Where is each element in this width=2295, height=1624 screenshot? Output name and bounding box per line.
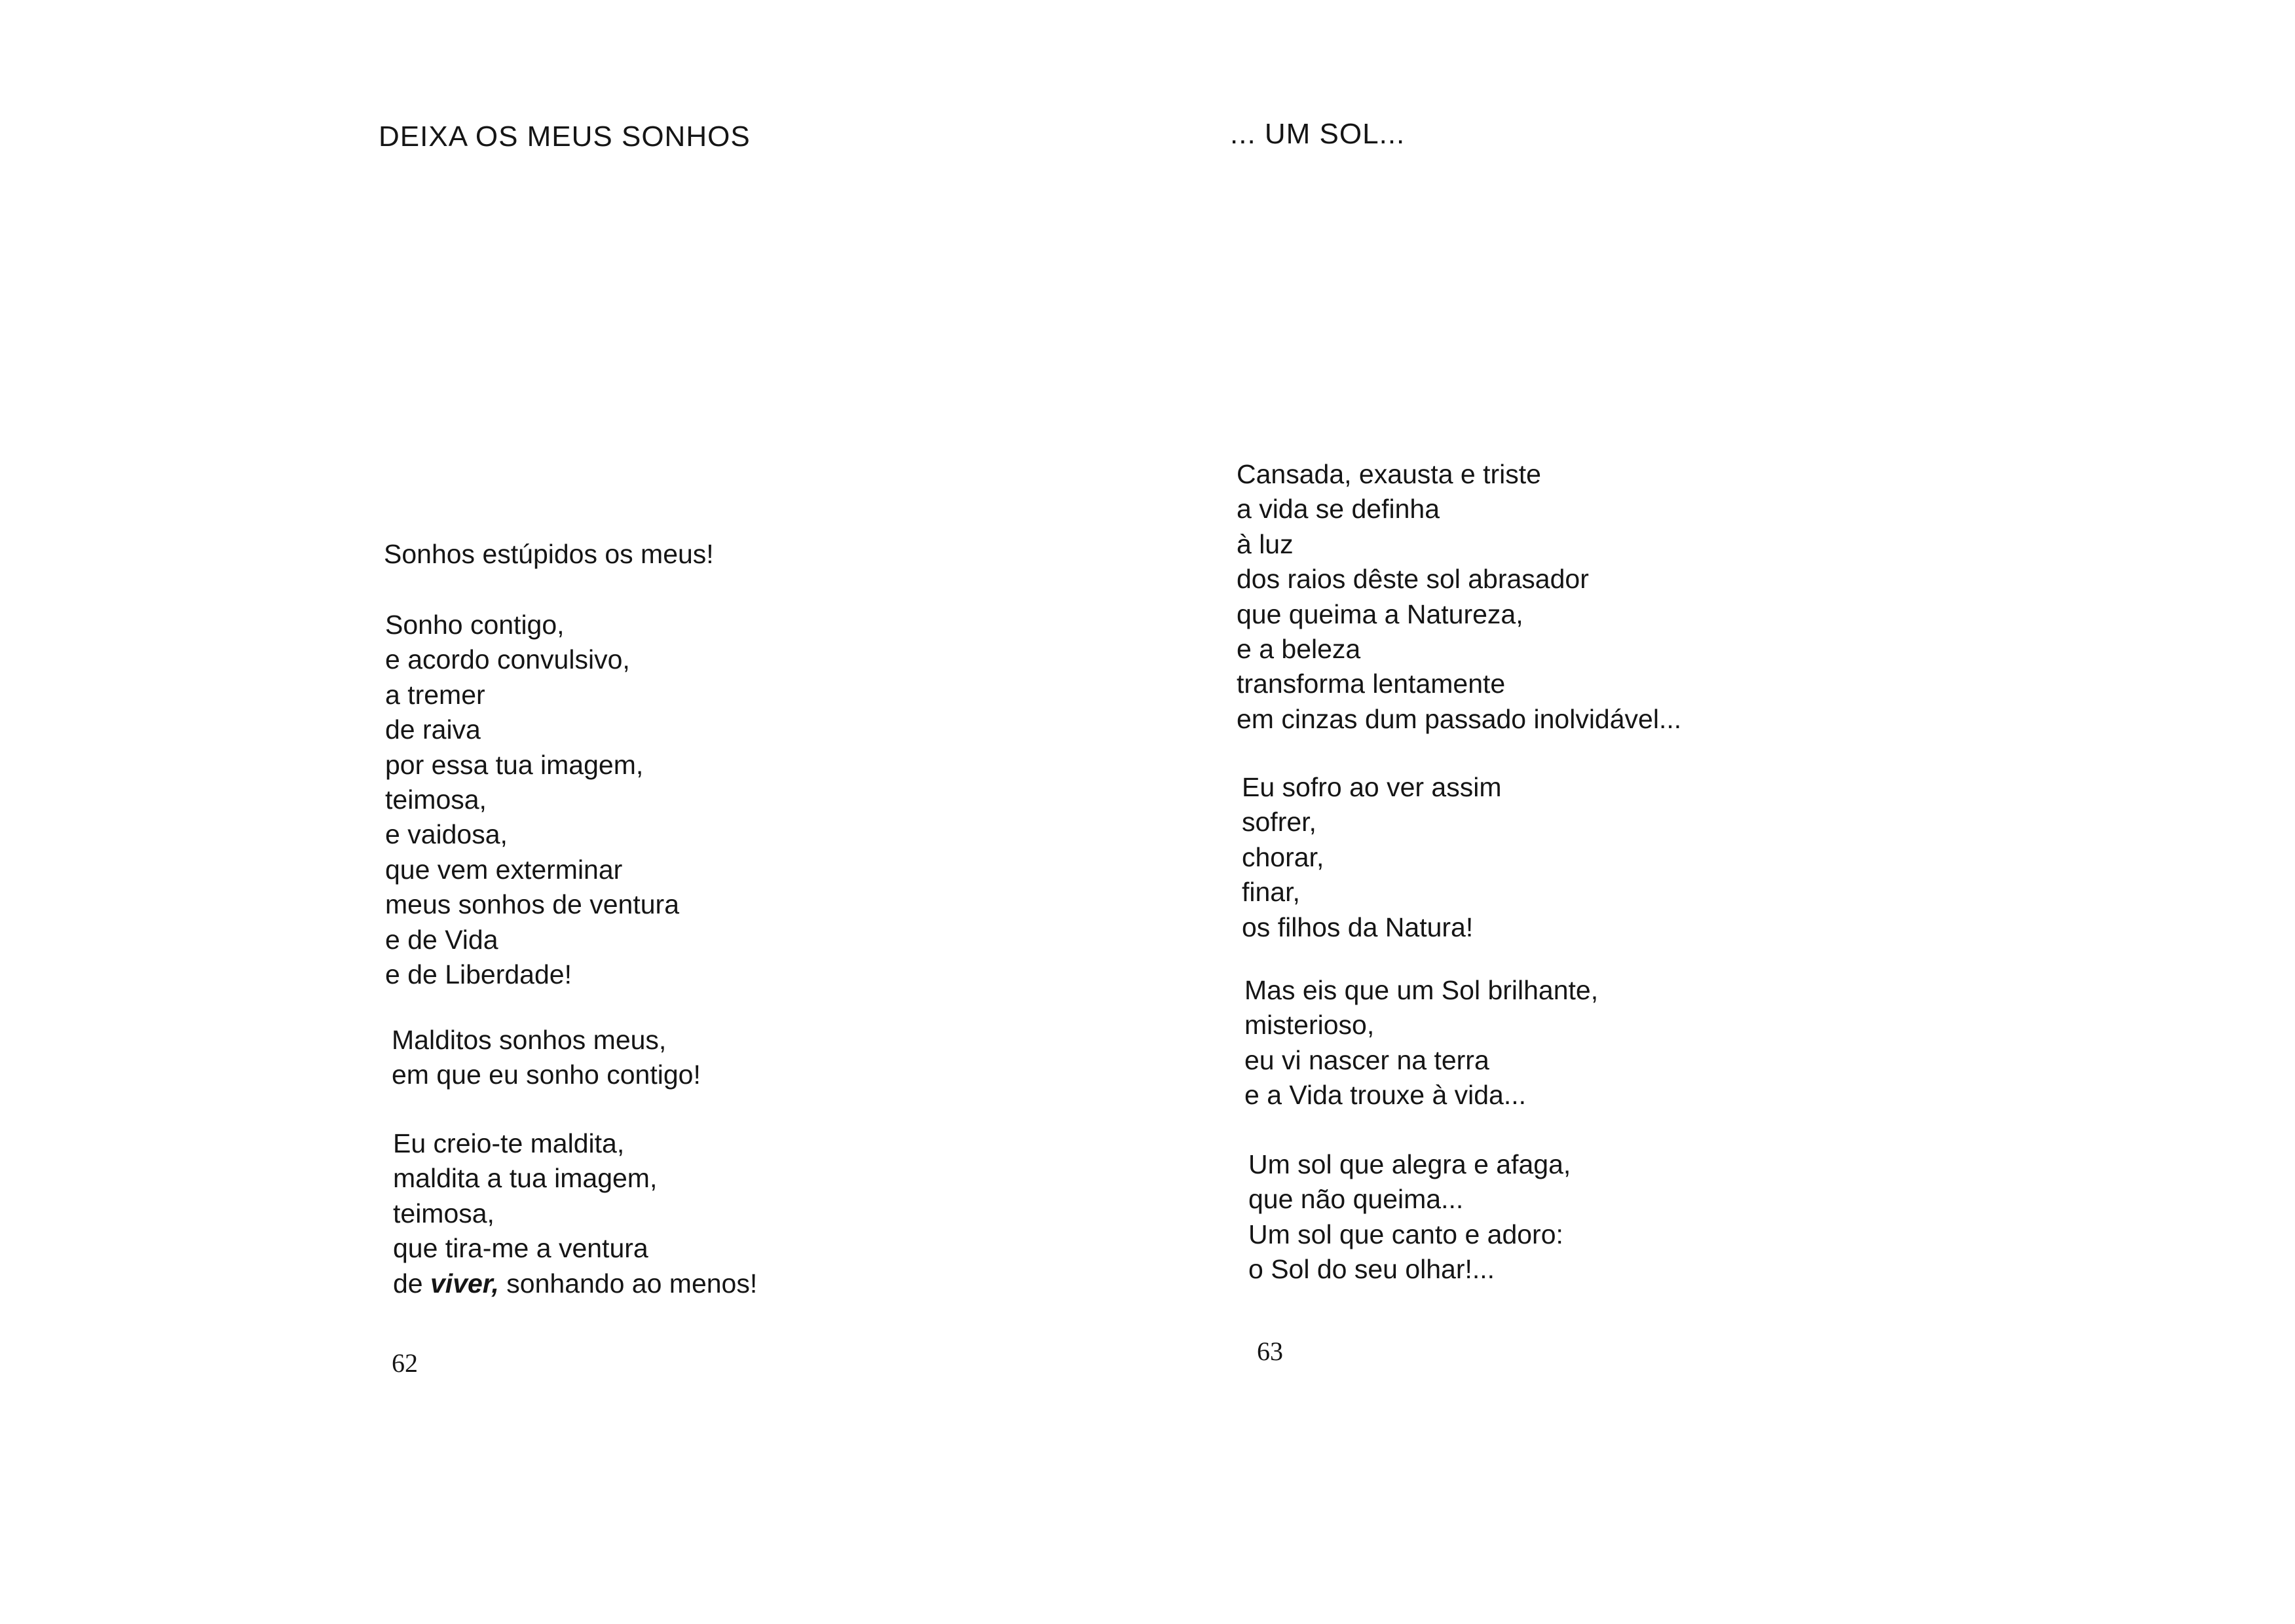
poem-line: meus sonhos de ventura [385, 889, 679, 920]
poem-line: e a Vida trouxe à vida... [1244, 1080, 1527, 1111]
page-number: 62 [392, 1348, 418, 1378]
poem-line: teimosa, [393, 1198, 494, 1228]
right-page [1148, 0, 2295, 1624]
poem-line: transforma lentamente [1237, 669, 1506, 699]
poem-line: a vida se definha [1237, 494, 1440, 525]
poem-line: e de Liberdade! [385, 959, 572, 989]
poem-line-last [393, 1266, 757, 1301]
poem-line: sofrer, [1242, 807, 1316, 838]
poem-line: os filhos da Natura! [1242, 912, 1474, 942]
poem-line: que queima a Natureza, [1237, 599, 1523, 629]
poem-line: em que eu sonho contigo! [392, 1060, 701, 1090]
stanza-4 [1248, 1147, 1571, 1287]
poem-line: à luz [1237, 528, 1294, 559]
stanza-3 [392, 1023, 701, 1093]
poem-line: Mas eis que um Sol brilhante, [1244, 975, 1599, 1005]
poem-line: finar, [1242, 877, 1300, 908]
poem-line: por essa tua imagem, [385, 749, 644, 780]
poem-line: e a beleza [1237, 633, 1361, 664]
poem-line: dos raios dêste sol abrasador [1237, 564, 1589, 595]
poem-title: DEIXA OS MEUS SONHOS [379, 120, 751, 153]
poem-line: eu vi nascer na terra [1244, 1044, 1489, 1075]
poem-line: Malditos sonhos meus, [392, 1025, 667, 1055]
poem-line: que não queima... [1248, 1184, 1464, 1215]
poem-line: Sonho contigo, [385, 610, 565, 640]
poem-line: e acordo convulsivo, [385, 644, 630, 675]
poem-line: Um sol que alegra e afaga, [1248, 1149, 1571, 1179]
poem-line: Cansada, exausta e triste [1237, 459, 1541, 489]
poem-line: Eu sofro ao ver assim [1242, 772, 1502, 802]
poem-title: ... UM SOL... [1230, 118, 1406, 150]
poem-line: de raiva [385, 714, 481, 745]
poem-line: que vem exterminar [385, 854, 623, 885]
line-suffix: sonhando ao menos! [498, 1268, 758, 1299]
poem-line: e vaidosa, [385, 819, 508, 850]
stanza-4 [393, 1126, 757, 1301]
poem-line: Eu creio-te maldita, [393, 1128, 625, 1158]
stanza-2 [385, 608, 679, 992]
page-number: 63 [1257, 1337, 1283, 1366]
poem-line: em cinzas dum passado inolvidável... [1237, 703, 1682, 734]
poem-line: e de Vida [385, 924, 498, 955]
stanza-1 [1237, 457, 1681, 737]
poem-line: Sonhos estúpidos os meus! [384, 539, 714, 569]
stanza-2 [1242, 770, 1502, 945]
poem-line: o Sol do seu olhar!... [1248, 1254, 1495, 1285]
stanza-3 [1244, 973, 1598, 1113]
stanza-1 [384, 537, 714, 572]
poem-line: a tremer [385, 679, 485, 710]
emphasized-word: viver, [430, 1268, 499, 1299]
poem-line: teimosa, [385, 784, 487, 815]
poem-line: Um sol que canto e adoro: [1248, 1219, 1563, 1249]
poem-line: maldita a tua imagem, [393, 1163, 658, 1194]
poem-line: que tira-me a ventura [393, 1233, 648, 1264]
poem-line: misterioso, [1244, 1010, 1375, 1041]
line-prefix: de [393, 1268, 430, 1299]
poem-line: chorar, [1242, 841, 1324, 872]
